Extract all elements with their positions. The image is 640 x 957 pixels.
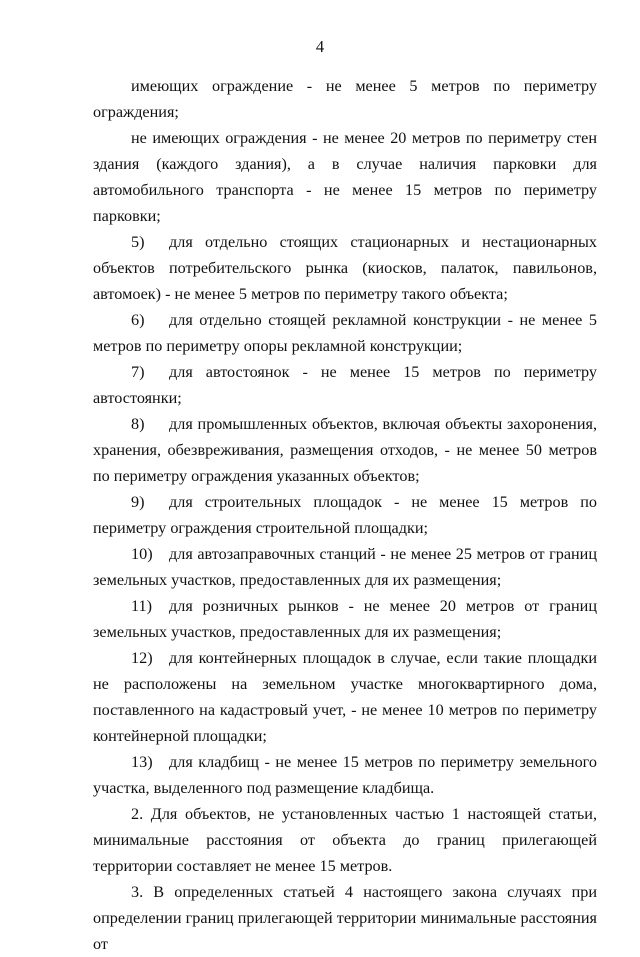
list-item-7 [93,359,597,411]
paragraph-section-3 [93,879,597,957]
list-item-6 [93,307,597,359]
list-item-text: для автозаправочных станций - не менее 25 метров от границ земельных участков, предоставленных для их размещения; [93,545,597,589]
page-number: 4 [315,37,325,56]
list-item-text: для автостоянок - не менее 15 метров по периметру автостоянки; [93,363,597,407]
list-item-number: 5) [131,233,145,251]
list-item-11 [93,593,597,645]
list-item-number: 13) [131,753,153,771]
paragraph-text: имеющих ограждение - не менее 5 метров по периметру ограждения; [93,77,597,121]
list-item-9 [93,489,597,541]
paragraph-text: 3. В определенных статьей 4 настоящего закона случаях при определении границ прилегающей территории минимальные расстояния от [93,883,597,953]
paragraph-text: не имеющих ограждения - не менее 20 метров по периметру стен здания (каждого здания), а в случае наличия парковки для автомобильного транспорта - не менее 15 метров по периметру парковки; [93,129,597,225]
paragraph-section-2 [93,801,597,879]
list-item-number: 12) [131,649,153,667]
list-item-text: для контейнерных площадок в случае, если такие площадки не расположены на земельном участке многоквартирного дома, поставленного на кадастровый учет, - не менее 10 метров по периметру контейнерной площадки; [93,649,597,745]
list-item-text: для строительных площадок - не менее 15 метров по периметру ограждения строительной площадки; [93,493,597,537]
list-item-5 [93,229,597,307]
document-body [93,73,597,957]
list-item-number: 7) [131,363,145,381]
list-item-text: для отдельно стоящих стационарных и нестационарных объектов потребительского рынка (киосков, палаток, павильонов, автомоек) - не менее 5 метров по периметру такого объекта; [93,233,597,303]
list-item-text: для розничных рынков - не менее 20 метров от границ земельных участков, предоставленных для их размещения; [93,597,597,641]
list-item-10 [93,541,597,593]
list-item-text: для отдельно стоящей рекламной конструкции - не менее 5 метров по периметру опоры рекламной конструкции; [93,311,597,355]
list-item-8 [93,411,597,489]
list-item-12 [93,645,597,749]
paragraph-unfenced-objects [93,125,597,229]
list-item-number: 10) [131,545,153,563]
list-item-number: 9) [131,493,145,511]
list-item-number: 6) [131,311,145,329]
list-item-text: для кладбищ - не менее 15 метров по периметру земельного участка, выделенного под размещение кладбища. [93,753,597,797]
paragraph-text: 2. Для объектов, не установленных частью 1 настоящей статьи, минимальные расстояния от объекта до границ прилегающей территории составляет не менее 15 метров. [93,805,597,875]
list-item-13 [93,749,597,801]
list-item-number: 11) [131,597,152,615]
paragraph-fenced-objects [93,73,597,125]
list-item-text: для промышленных объектов, включая объекты захоронения, хранения, обезвреживания, размещения отходов, - не менее 50 метров по периметру ограждения указанных объектов; [93,415,597,485]
list-item-number: 8) [131,415,145,433]
